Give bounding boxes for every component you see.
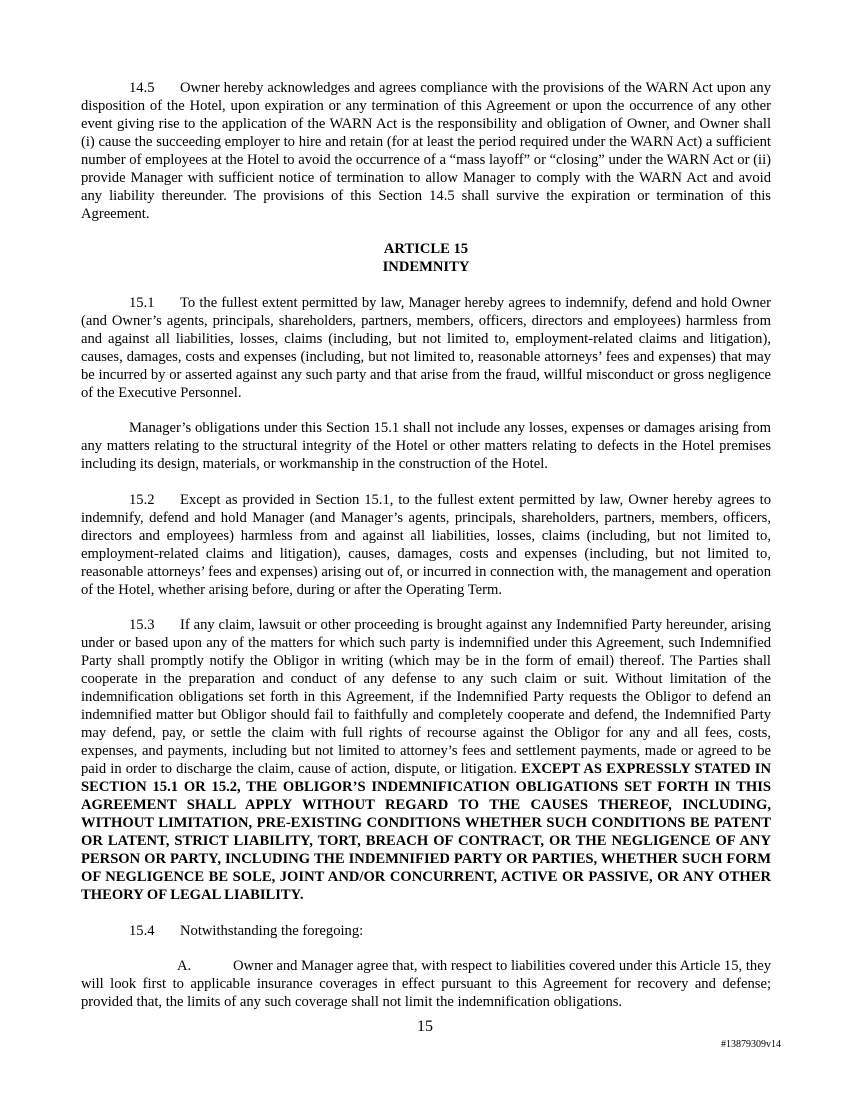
section-text: If any claim, lawsuit or other proceeding is brought against any Indemnified Party hereunder, arising under or based upon any of the matters for which such party is indemnified under this Agreement, such Indemnified Party shall promptly notify the Obligor in writing (which may be in the form of email) thereof. The Parties shall cooperate in the preparation and conduct of any defense to any such claim or suit. Without limitation of the indemnification obligations set forth in this Agreement, if the Indemnified Party requests the Obligor to defend an indemnified matter but Obligor should fail to faithfully and completely cooperate and defend, the Indemnified Party may defend, pay, or settle the claim with full rights of recourse against the Obligor for any and all fees, costs, expenses, and payments, including but not limited to attorney’s fees and settlement payments, made or agreed to be paid in order to discharge the claim, cause of action, dispute, or litigation. xyxy=(81,617,771,777)
section-15-1-continuation xyxy=(81,419,771,473)
section-text: Manager’s obligations under this Section 15.1 shall not include any losses, expenses or damages arising from any matters relating to the structural integrity of the Hotel or other matters relating to defects in the Hotel premises including its design, materials, or workmanship in the construction of the Hotel. xyxy=(81,420,771,472)
article-title: ARTICLE 15 xyxy=(383,241,469,257)
section-number: 15.2 xyxy=(129,491,155,508)
section-14-5 xyxy=(81,79,771,223)
section-number: 15.4 xyxy=(129,922,155,939)
document-body xyxy=(81,79,771,1011)
section-text: To the fullest extent permitted by law, Manager hereby agrees to indemnify, defend and hold Owner (and Owner’s agents, principals, shareholders, partners, members, officers, directors and employees) harmless from and against all liabilities, losses, claims (including, but not limited to, employment-related claims and litigation), causes, damages, costs and expenses (including, but not limited to, reasonable attorneys’ fees and expenses) that may be incurred by or asserted against any such party and that arise from the fraud, willful misconduct or gross negligence of the Executive Personnel. xyxy=(81,294,771,401)
document-id: #13879309v14 xyxy=(721,1039,781,1050)
section-number: 15.3 xyxy=(129,617,155,633)
section-text: Owner hereby acknowledges and agrees compliance with the provisions of the WARN Act upon any disposition of the Hotel, upon expiration or any termination of this Agreement or upon the occurrence of any other event giving rise to the application of the WARN Act is the responsibility and obligation of Owner, and Owner shall (i) cause the succeeding employer to hire and retain (for at least the period required under the WARN Act) a sufficient number of employees at the Hotel to avoid the occurrence of a “mass layoff” or “closing” under the WARN Act or (ii) provide Manager with sufficient notice of termination to allow Manager to comply with the WARN Act and avoid any liability thereunder. The provisions of this Section 14.5 shall survive the expiration or termination of this Agreement. xyxy=(81,80,771,222)
section-number: 15.1 xyxy=(129,294,155,311)
section-15-4 xyxy=(81,922,771,940)
section-15-2 xyxy=(81,491,771,599)
page-number: 15 xyxy=(417,1018,433,1035)
section-15-4-a xyxy=(81,957,771,1011)
section-15-3 xyxy=(81,616,771,904)
section-15-1 xyxy=(81,294,771,402)
section-text: Except as provided in Section 15.1, to the fullest extent permitted by law, Owner hereby agrees to indemnify, defend and hold Manager (and Manager’s agents, principals, shareholders, partners, members, officers, directors and employees) harmless from and against all liabilities, losses, claims (including, but not limited to, employment-related claims and litigation), causes, damages, costs and expenses (including, but not limited to, reasonable attorneys’ fees and expenses) arising out of, or incurred in connection with, the management and operation of the Hotel, whether arising before, during or after the Operating Term. xyxy=(81,491,771,598)
subsection-text: Owner and Manager agree that, with respect to liabilities covered under this Article 15, they will look first to applicable insurance coverages in effect pursuant to this Agreement for recovery and defense; provided that, the limits of any such coverage shall not limit the indemnification obligations. xyxy=(81,958,771,1010)
section-caps-text: EXCEPT AS EXPRESSLY STATED IN SECTION 15.1 OR 15.2, THE OBLIGOR’S INDEMNIFICATION OBLIGATIONS SET FORTH IN THIS AGREEMENT SHALL APPLY WITHOUT REGARD TO THE CAUSES THEREOF, INCLUDING, WITHOUT LIMITATION, PRE-EXISTING CONDITIONS WHETHER SUCH CONDITIONS BE PATENT OR LATENT, STRICT LIABILITY, TORT, BREACH OF CONTRACT, OR THE NEGLIGENCE OF ANY PERSON OR PARTY, INCLUDING THE INDEMNIFIED PARTY OR PARTIES, WHETHER SUCH FORM OF NEGLIGENCE BE SOLE, JOINT AND/OR CONCURRENT, ACTIVE OR PASSIVE, OR ANY OTHER THEORY OF LEGAL LIABILITY. xyxy=(81,761,771,903)
article-heading xyxy=(81,240,771,276)
section-number: 14.5 xyxy=(129,80,155,96)
section-text: Notwithstanding the foregoing: xyxy=(180,922,364,939)
article-subtitle: INDEMNITY xyxy=(382,259,470,275)
subsection-letter: A. xyxy=(177,958,192,974)
